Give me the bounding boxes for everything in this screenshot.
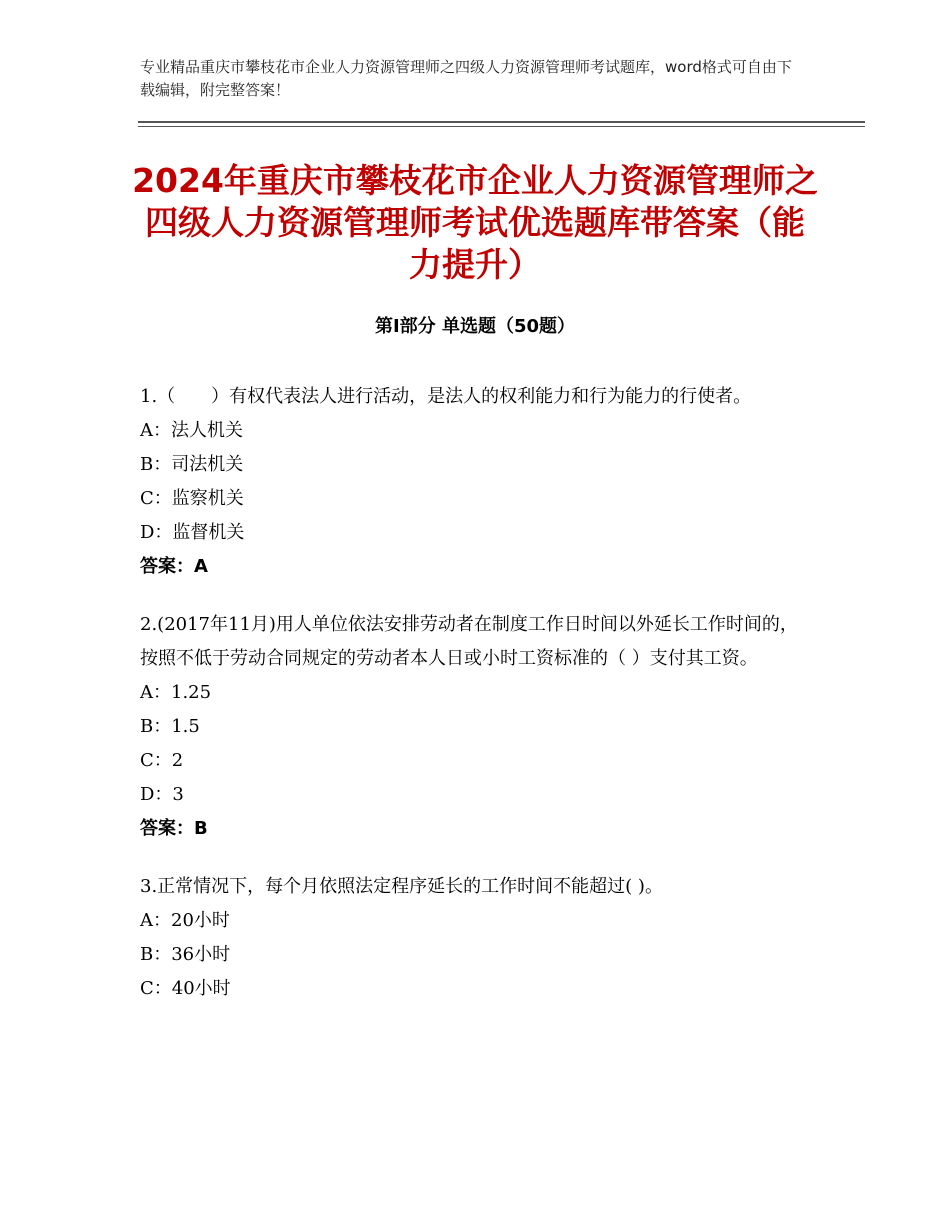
option-c: C：2	[140, 750, 184, 771]
section-title: 第Ⅰ部分 单选题（50题）	[374, 316, 575, 337]
header-rule-thin	[138, 126, 865, 127]
option-c: C：监察机关	[140, 488, 244, 509]
question-stem: 3.正常情况下，每个月依照法定程序延长的工作时间不能超过( )。	[140, 876, 663, 897]
question-2	[140, 608, 800, 846]
option-b: B：36小时	[140, 944, 231, 965]
answer-line: 答案：A	[140, 556, 208, 577]
answer-line: 答案：B	[140, 818, 208, 839]
option-d: D：3	[140, 784, 184, 805]
option-b: B：司法机关	[140, 454, 244, 475]
document-title: 2024年重庆市攀枝花市企业人力资源管理师之四级人力资源管理师考试优选题库带答案（能力提升）	[132, 161, 818, 284]
option-a: A：1.25	[140, 682, 212, 703]
option-c: C：40小时	[140, 978, 231, 999]
question-3	[140, 870, 800, 1006]
question-stem: 2.(2017年11月)用人单位依法安排劳动者在制度工作日时间以外延长工作时间的，按照不低于劳动合同规定的劳动者本人日或小时工资标准的（ ）支付其工资。	[140, 614, 798, 669]
question-1	[140, 380, 800, 584]
header-rule-thick	[138, 121, 865, 123]
header-note: 专业精品重庆市攀枝花市企业人力资源管理师之四级人力资源管理师考试题库，word格式可自由下载编辑，附完整答案！	[140, 58, 792, 99]
question-list	[140, 380, 800, 1030]
option-a: A：法人机关	[140, 420, 243, 441]
option-b: B：1.5	[140, 716, 200, 737]
option-a: A：20小时	[140, 910, 230, 931]
question-stem: 1.（ ）有权代表法人进行活动，是法人的权利能力和行为能力的行使者。	[140, 386, 752, 407]
option-d: D：监督机关	[140, 522, 245, 543]
